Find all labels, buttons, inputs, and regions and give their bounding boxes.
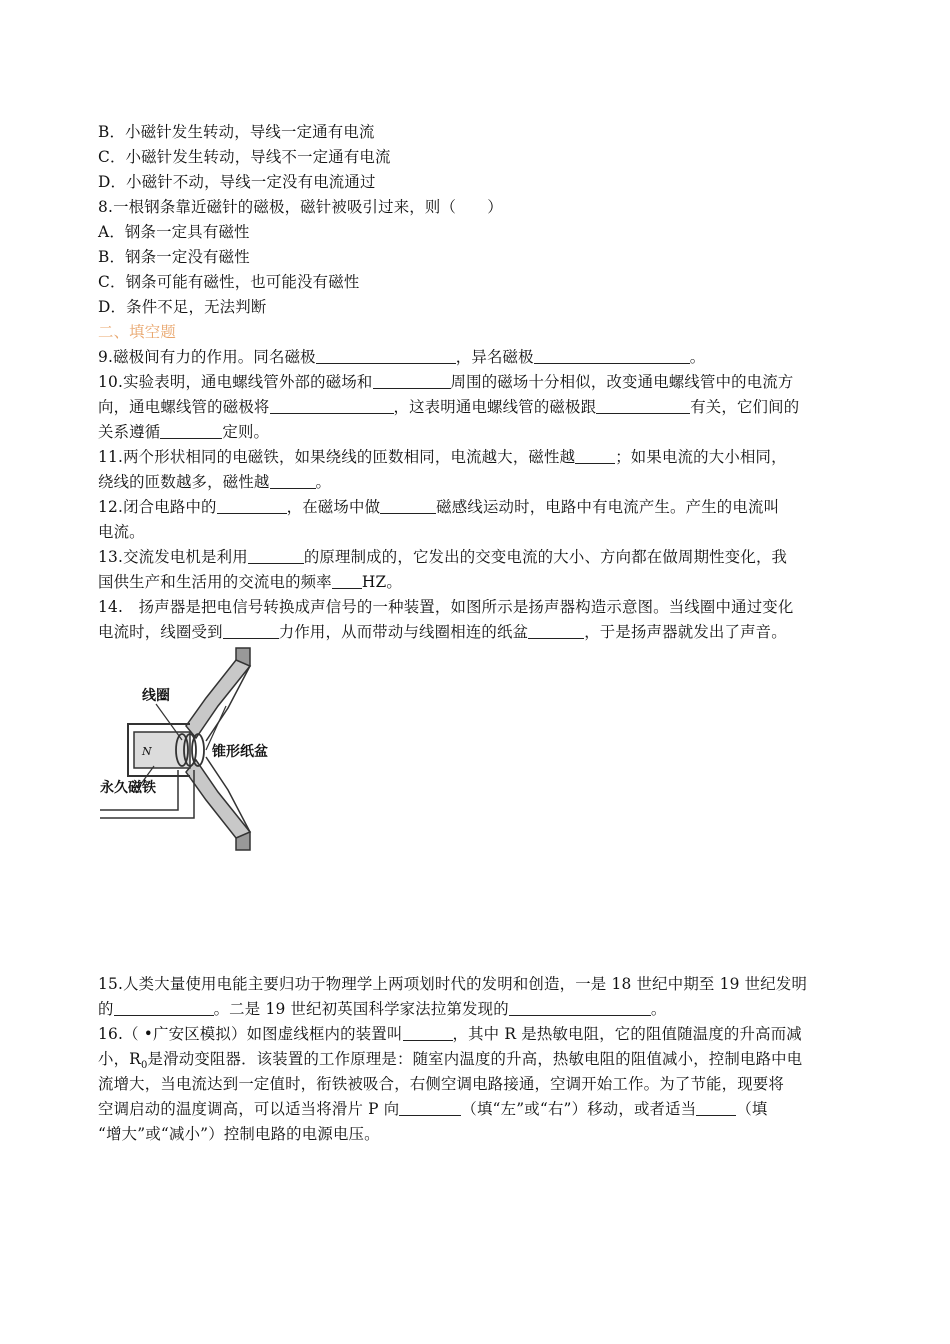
q8-option-b: B．钢条一定没有磁性: [98, 248, 250, 266]
q16-text-a: 16.（ •广安区模拟）如图虚线框内的装置叫: [98, 1025, 403, 1043]
q11-text-b: ；如果电流的大小相同，: [615, 448, 787, 466]
q7-option-c: C．小磁针发生转动，导线不一定通有电流: [98, 148, 391, 166]
answer-blank[interactable]: [160, 423, 222, 439]
answer-blank[interactable]: [373, 373, 451, 389]
q16-line2: [98, 1047, 854, 1072]
pole-label: N: [142, 745, 152, 758]
q12-text-c: 磁感线运动时，电路中有电流产生。产生的电流叫: [436, 498, 780, 516]
loudspeaker-diagram: [98, 646, 288, 856]
q14-line2: [98, 620, 854, 645]
q16-line3: 流增大，当电流达到一定值时，衔铁被吸合，右侧空调电路接通，空调开始工作。为了节能，现要将: [98, 1075, 784, 1093]
q11-text-a: 11.两个形状相同的电磁铁，如果绕线的匝数相同，电流越大，磁性越: [98, 448, 576, 466]
cone-bottom-half: [186, 760, 250, 838]
q10-line1: [98, 370, 854, 395]
q11-line1: [98, 445, 854, 470]
q16-line5: “增大”或“减小”）控制电路的电源电压。: [98, 1125, 380, 1143]
q10-line2: [98, 395, 854, 420]
q13-line1: [98, 545, 854, 570]
q10-text-g: 定则。: [222, 423, 270, 441]
q16-line4: [98, 1097, 854, 1122]
q16-text-g: （填: [736, 1100, 768, 1118]
q13-text-b: 的原理制成的，它发出的交变电流的大小、方向都在做周期性变化，我: [303, 548, 788, 566]
answer-blank[interactable]: [534, 348, 690, 364]
answer-blank[interactable]: [316, 348, 456, 364]
q7-option-b: B．小磁针发生转动，导线一定通有电流: [98, 123, 375, 141]
q10-text-c: 向，通电螺线管的磁极将: [98, 398, 270, 416]
q16-line1: [98, 1022, 854, 1047]
answer-blank[interactable]: [399, 1100, 461, 1116]
q10-text-a: 10.实验表明，通电螺线管外部的磁场和: [98, 373, 373, 391]
q9-text-c: 。: [689, 348, 706, 366]
q13-line2: [98, 570, 854, 595]
q16-subscript: 0: [140, 1060, 148, 1072]
question-list-continued: [98, 972, 854, 1147]
q13-text-c: 国供生产和生活用的交流电的频率: [98, 573, 332, 591]
q15-line1: 15.人类大量使用电能主要归功于物理学上两项划时代的发明和创造，一是 18 世纪中期至 19 世纪发明: [98, 975, 808, 993]
label-coil: 线圈: [142, 688, 170, 704]
q10-text-b: 周围的磁场十分相似，改变通电螺线管中的电流方: [450, 373, 794, 391]
cone-top-half: [186, 660, 250, 738]
q13-text-a: 13.交流发电机是利用: [98, 548, 248, 566]
q16-text-c1: 小，R: [98, 1050, 141, 1068]
q12-line1: [98, 495, 854, 520]
answer-blank[interactable]: [332, 573, 362, 589]
q13-text-d: HZ。: [361, 573, 402, 591]
q14-text-c: 力作用，从而带动与线圈相连的纸盆: [278, 623, 529, 641]
coil-winding: [192, 734, 204, 766]
q7-option-d: D．小磁针不动，导线一定没有电流通过: [98, 173, 376, 191]
q10-text-e: 有关，它们间的: [690, 398, 800, 416]
q8-option-c: C．钢条可能有磁性，也可能没有磁性: [98, 273, 360, 291]
answer-blank[interactable]: [270, 398, 394, 414]
q15-text-b: 的: [98, 1000, 114, 1018]
q12-text-b: ，在磁场中做: [286, 498, 381, 516]
answer-blank[interactable]: [575, 448, 615, 464]
loudspeaker-diagram-svg: [98, 646, 288, 856]
answer-blank[interactable]: [380, 498, 436, 514]
q16-text-e: 空调启动的温度调高，可以适当将滑片 P 向: [98, 1100, 400, 1118]
q11-line2: [98, 470, 854, 495]
answer-blank[interactable]: [403, 1025, 453, 1041]
answer-blank[interactable]: [248, 548, 304, 564]
q10-text-f: 关系遵循: [98, 423, 161, 441]
answer-blank[interactable]: [270, 473, 316, 489]
q10-line3: [98, 420, 854, 445]
q8-stem: 8.一根钢条靠近磁针的磁极，磁针被吸引过来，则（ ）: [98, 198, 503, 216]
q14-line1: 14. 扬声器是把电信号转换成声信号的一种装置，如图所示是扬声器构造示意图。当线圈中通过变化: [98, 598, 794, 616]
q12-line2: 电流。: [98, 523, 145, 541]
q10-text-d: ，这表明通电螺线管的磁极跟: [393, 398, 597, 416]
q14-text-d: ，于是扬声器就发出了声音。: [584, 623, 787, 641]
q8-option-a: A．钢条一定具有磁性: [98, 223, 250, 241]
question-list: [98, 120, 854, 645]
answer-blank[interactable]: [596, 398, 690, 414]
q9-text-a: 9.磁极间有力的作用。同名磁极: [98, 348, 316, 366]
q14-text-b: 电流时，线圈受到: [98, 623, 223, 641]
answer-blank[interactable]: [528, 623, 584, 639]
answer-blank[interactable]: [509, 1000, 651, 1016]
q15-text-c: 。二是 19 世纪初英国科学家法拉第发现的: [213, 1000, 509, 1018]
q15-line2: [98, 997, 854, 1022]
q16-text-f: （填“左”或“右”）移动，或者适当: [461, 1100, 697, 1118]
q16-text-b: ，其中 R 是热敏电阻，它的阻值随温度的升高而减: [452, 1025, 802, 1043]
answer-blank[interactable]: [696, 1100, 736, 1116]
q9: [98, 345, 854, 370]
label-cone: 锥形纸盆: [212, 744, 268, 760]
q11-text-d: 。: [315, 473, 332, 491]
answer-blank[interactable]: [217, 498, 287, 514]
answer-blank[interactable]: [223, 623, 279, 639]
q8-option-d: D．条件不足，无法判断: [98, 298, 267, 316]
q9-text-b: ，异名磁极: [455, 348, 534, 366]
section-heading-fill-in: 二、填空题: [98, 323, 176, 341]
q15-text-d: 。: [650, 1000, 667, 1018]
q11-text-c: 绕线的匝数越多，磁性越: [98, 473, 270, 491]
q16-text-c2: 是滑动变阻器．该装置的工作原理是：随室内温度的升高，热敏电阻的阻值减小，控制电路中电: [147, 1050, 803, 1068]
q12-text-a: 12.闭合电路中的: [98, 498, 217, 516]
label-magnet: 永久磁铁: [100, 780, 156, 796]
answer-blank[interactable]: [114, 1000, 214, 1016]
